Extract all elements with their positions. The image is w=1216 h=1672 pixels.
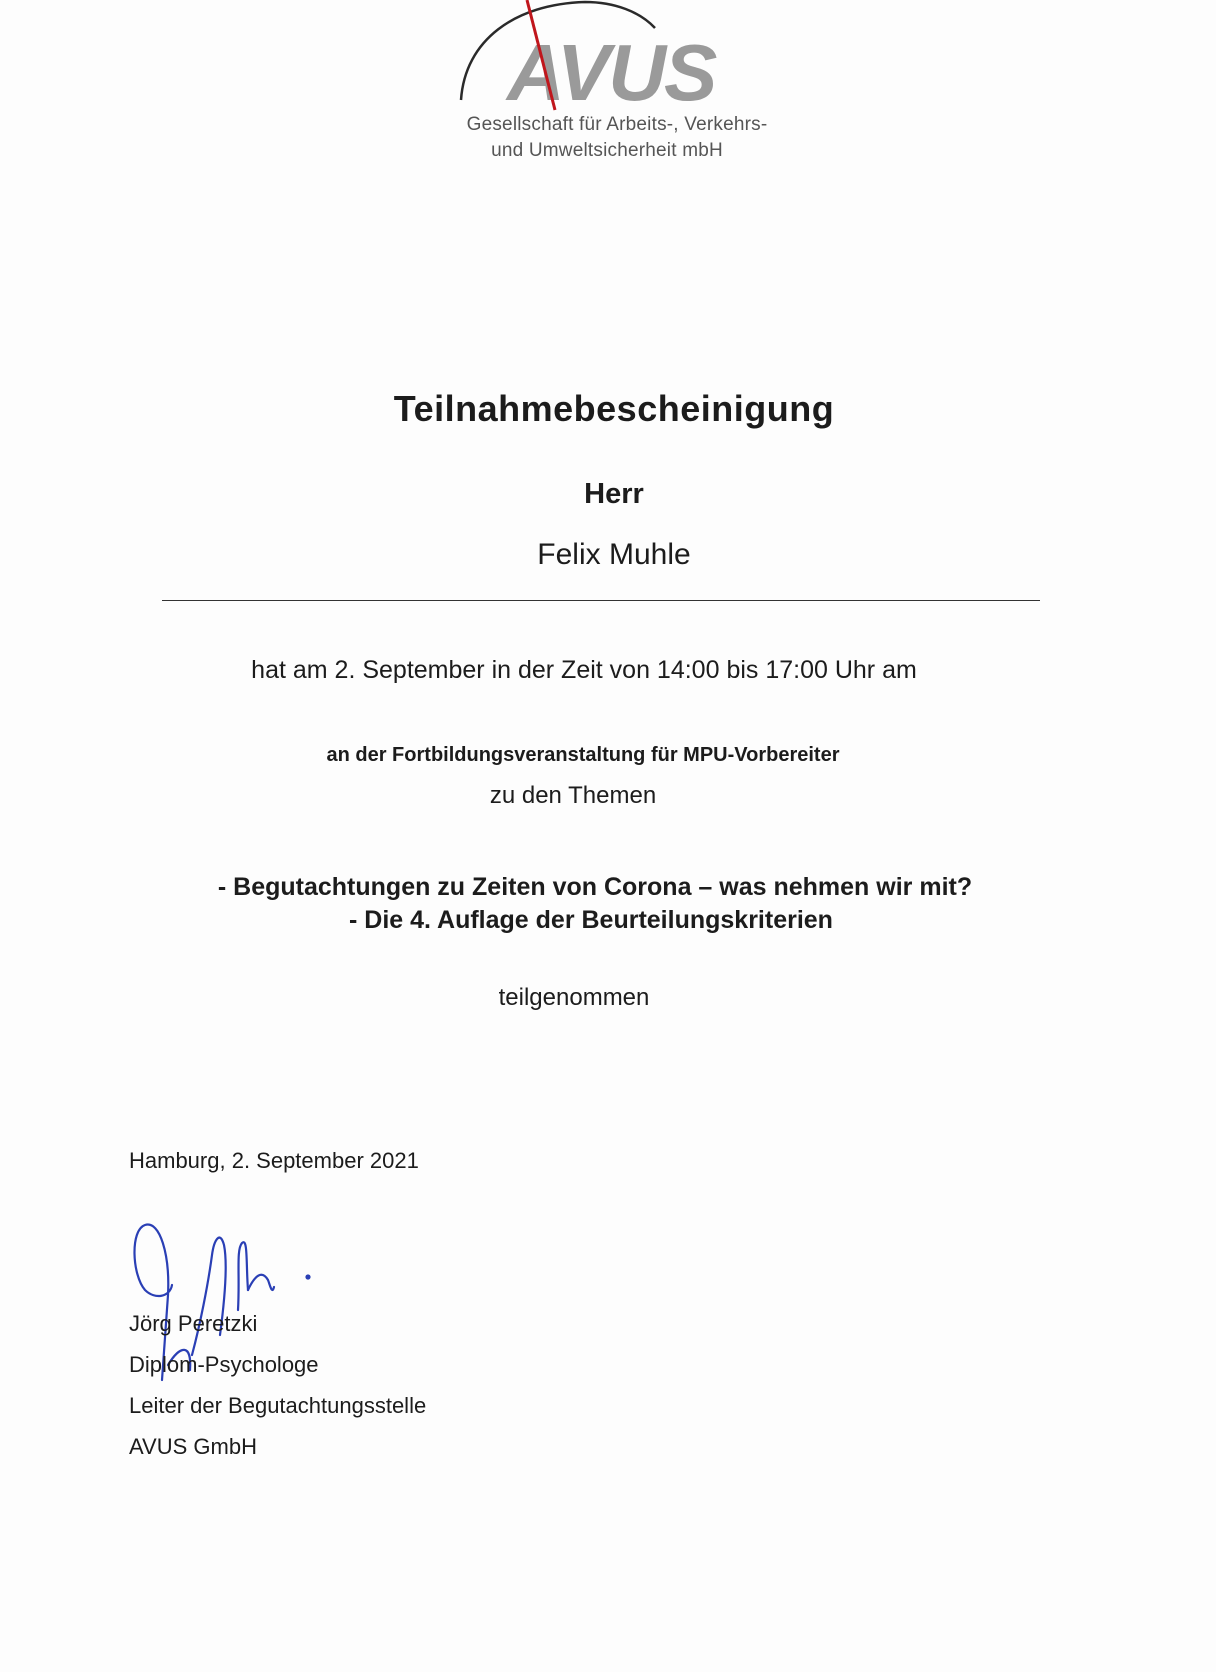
- logo-subtitle-line2: und Umweltsicherheit mbH: [491, 140, 723, 161]
- participant-name: Felix Muhle: [537, 538, 691, 571]
- salutation: Herr: [584, 478, 644, 510]
- name-underline: [162, 600, 1040, 601]
- signatory-name: Jörg Peretzki: [129, 1311, 258, 1336]
- svg-text:AVUS: AVUS: [507, 28, 716, 117]
- topics-intro: zu den Themen: [489, 782, 657, 809]
- event-text: an der Fortbildungsveranstaltung für MPU-Vorbereiter: [326, 744, 840, 766]
- certificate-title: Teilnahmebescheinigung: [393, 388, 835, 429]
- signatory-title: Diplom-Psychologe: [129, 1352, 319, 1377]
- signatory-org: AVUS GmbH: [129, 1434, 257, 1459]
- avus-logo-mark: [455, 0, 775, 120]
- place-date: Hamburg, 2. September 2021: [129, 1148, 419, 1173]
- topic-item: - Die 4. Auflage der Beurteilungskriterien: [349, 906, 833, 934]
- attendance-text: hat am 2. September in der Zeit von 14:00 bis 17:00 Uhr am: [251, 656, 917, 684]
- avus-logo: [455, 0, 775, 175]
- closing-text: teilgenommen: [498, 984, 650, 1011]
- logo-subtitle-line1: Gesellschaft für Arbeits-, Verkehrs-: [466, 114, 768, 135]
- topic-item: - Begutachtungen zu Zeiten von Corona – was nehmen wir mit?: [217, 873, 973, 901]
- signatory-role: Leiter der Begutachtungsstelle: [129, 1393, 427, 1418]
